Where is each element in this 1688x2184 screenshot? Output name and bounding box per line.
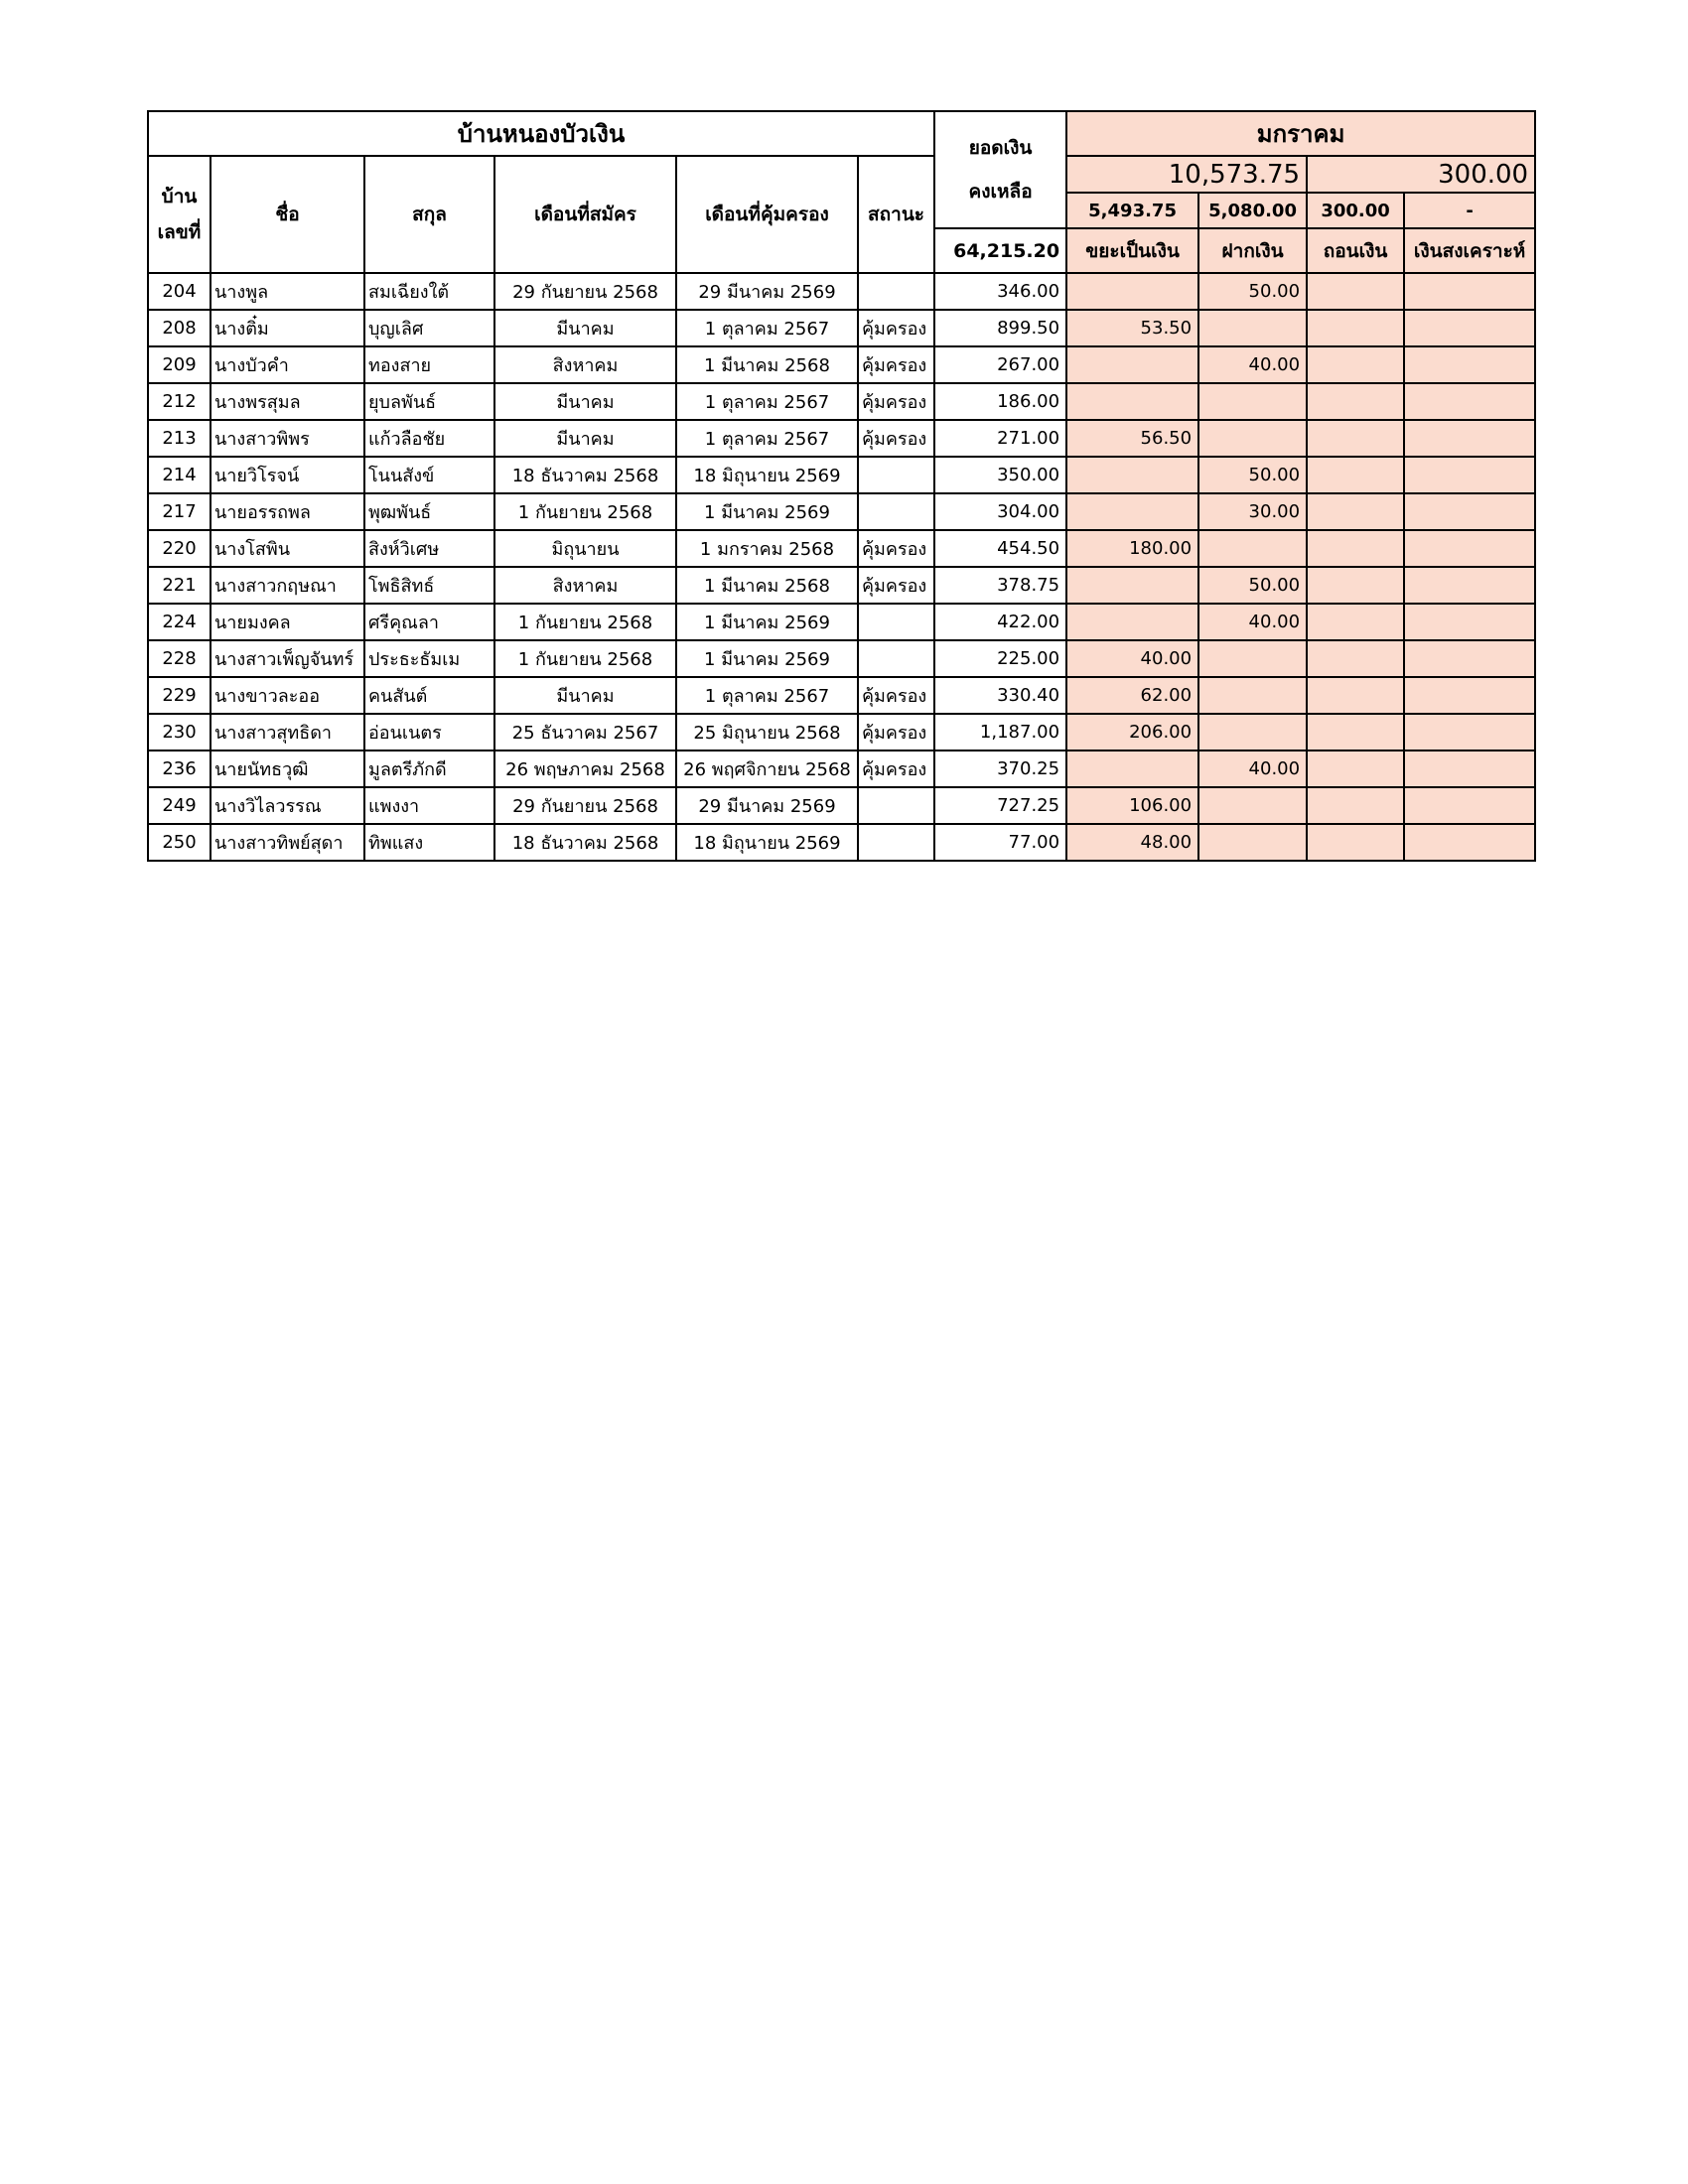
member-name: นางขาวละออ [211, 677, 364, 714]
welfare-amount [1404, 567, 1535, 604]
member-surname: อ่อนเนตร [364, 714, 494, 751]
welfare-amount [1404, 751, 1535, 787]
member-name: นางสาวเพ็ญจันทร์ [211, 640, 364, 677]
table-row [148, 824, 1535, 861]
house-number: 214 [148, 457, 211, 493]
member-status: คุ้มครอง [858, 751, 934, 787]
welfare-amount [1404, 457, 1535, 493]
protect-month: 1 มกราคม 2568 [676, 530, 858, 567]
deposit-amount [1198, 640, 1307, 677]
table-row [148, 310, 1535, 346]
withdraw-amount [1307, 457, 1404, 493]
welfare-amount [1404, 787, 1535, 824]
member-name: นายอรรถพล [211, 493, 364, 530]
table-row [148, 273, 1535, 310]
house-number: 236 [148, 751, 211, 787]
balance-amount: 454.50 [934, 530, 1066, 567]
balance-amount: 225.00 [934, 640, 1066, 677]
welfare-amount [1404, 714, 1535, 751]
member-surname: พุฒพันธ์ [364, 493, 494, 530]
table-row [148, 420, 1535, 457]
member-surname: แพงงา [364, 787, 494, 824]
withdraw-amount [1307, 346, 1404, 383]
withdraw-amount [1307, 273, 1404, 310]
join-month: มิถุนายน [494, 530, 676, 567]
welfare-amount [1404, 677, 1535, 714]
waste-amount [1066, 493, 1198, 530]
withdraw-header: ถอนเงิน [1307, 228, 1404, 273]
member-status: คุ้มครอง [858, 567, 934, 604]
join-month: สิงหาคม [494, 567, 676, 604]
withdraw-amount [1307, 677, 1404, 714]
member-surname: ทิพแสง [364, 824, 494, 861]
protect-month: 1 มีนาคม 2568 [676, 567, 858, 604]
member-name: นางสาวทิพย์สุดา [211, 824, 364, 861]
member-status [858, 457, 934, 493]
withdraw-amount [1307, 310, 1404, 346]
join-month: มีนาคม [494, 310, 676, 346]
member-surname: โนนสังข์ [364, 457, 494, 493]
waste-amount: 56.50 [1066, 420, 1198, 457]
house-number: 209 [148, 346, 211, 383]
table-row [148, 604, 1535, 640]
house-number: 228 [148, 640, 211, 677]
waste-amount [1066, 604, 1198, 640]
balance-amount: 370.25 [934, 751, 1066, 787]
table-row [148, 751, 1535, 787]
member-name: นางวิไลวรรณ [211, 787, 364, 824]
welfare-amount [1404, 420, 1535, 457]
protect-month: 1 ตุลาคม 2567 [676, 677, 858, 714]
withdraw-amount [1307, 420, 1404, 457]
waste-amount [1066, 383, 1198, 420]
month-total-b: 300.00 [1307, 156, 1535, 193]
table-row [148, 530, 1535, 567]
deposit-total: 5,080.00 [1198, 193, 1307, 228]
deposit-amount [1198, 714, 1307, 751]
waste-amount [1066, 567, 1198, 604]
deposit-amount: 30.00 [1198, 493, 1307, 530]
withdraw-amount [1307, 530, 1404, 567]
join-month: 25 ธันวาคม 2567 [494, 714, 676, 751]
member-surname: บุญเลิศ [364, 310, 494, 346]
protect-month: 1 มีนาคม 2568 [676, 346, 858, 383]
balance-amount: 1,187.00 [934, 714, 1066, 751]
house-number: 204 [148, 273, 211, 310]
join-month: 18 ธันวาคม 2568 [494, 824, 676, 861]
balance-amount: 899.50 [934, 310, 1066, 346]
welfare-amount [1404, 273, 1535, 310]
house-number: 213 [148, 420, 211, 457]
deposit-amount [1198, 787, 1307, 824]
deposit-amount: 40.00 [1198, 346, 1307, 383]
table-row [148, 787, 1535, 824]
waste-amount [1066, 273, 1198, 310]
withdraw-amount [1307, 714, 1404, 751]
protect-month: 18 มิถุนายน 2569 [676, 457, 858, 493]
waste-total: 5,493.75 [1066, 193, 1198, 228]
join-month: 18 ธันวาคม 2568 [494, 457, 676, 493]
surname-header: สกุล [364, 156, 494, 273]
waste-amount: 62.00 [1066, 677, 1198, 714]
member-name: นางพรสุมล [211, 383, 364, 420]
member-name: นางโสพิน [211, 530, 364, 567]
join-month: 1 กันยายน 2568 [494, 493, 676, 530]
welfare-amount [1404, 640, 1535, 677]
join-month-header: เดือนที่สมัคร [494, 156, 676, 273]
join-month: มีนาคม [494, 383, 676, 420]
protect-month-header: เดือนที่คุ้มครอง [676, 156, 858, 273]
waste-amount: 48.00 [1066, 824, 1198, 861]
waste-amount [1066, 346, 1198, 383]
table-row [148, 714, 1535, 751]
member-status: คุ้มครอง [858, 310, 934, 346]
balance-amount: 350.00 [934, 457, 1066, 493]
month-title: มกราคม [1066, 111, 1535, 156]
protect-month: 1 ตุลาคม 2567 [676, 383, 858, 420]
deposit-amount [1198, 420, 1307, 457]
balance-amount: 267.00 [934, 346, 1066, 383]
member-surname: คนสันต์ [364, 677, 494, 714]
join-month: 1 กันยายน 2568 [494, 604, 676, 640]
protect-month: 25 มิถุนายน 2568 [676, 714, 858, 751]
house-number-header [148, 156, 211, 273]
table-row [148, 677, 1535, 714]
balance-amount: 346.00 [934, 273, 1066, 310]
member-status: คุ้มครอง [858, 530, 934, 567]
welfare-amount [1404, 310, 1535, 346]
member-status [858, 493, 934, 530]
house-number: 230 [148, 714, 211, 751]
waste-amount: 180.00 [1066, 530, 1198, 567]
table-row [148, 567, 1535, 604]
balance-label-line1: ยอดเงิน [968, 137, 1033, 159]
waste-amount: 53.50 [1066, 310, 1198, 346]
table-row [148, 493, 1535, 530]
deposit-header: ฝากเงิน [1198, 228, 1307, 273]
withdraw-amount [1307, 751, 1404, 787]
member-surname: มูลตรีภักดี [364, 751, 494, 787]
member-status: คุ้มครอง [858, 420, 934, 457]
table-row [148, 457, 1535, 493]
member-surname: แก้วลือชัย [364, 420, 494, 457]
house-number: 217 [148, 493, 211, 530]
member-surname: ประธะธัมเม [364, 640, 494, 677]
join-month: สิงหาคม [494, 346, 676, 383]
withdraw-amount [1307, 604, 1404, 640]
join-month: มีนาคม [494, 677, 676, 714]
status-header: สถานะ [858, 156, 934, 273]
withdraw-total: 300.00 [1307, 193, 1404, 228]
welfare-amount [1404, 346, 1535, 383]
protect-month: 1 ตุลาคม 2567 [676, 420, 858, 457]
member-status [858, 604, 934, 640]
protect-month: 1 มีนาคม 2569 [676, 640, 858, 677]
member-status [858, 787, 934, 824]
protect-month: 29 มีนาคม 2569 [676, 787, 858, 824]
welfare-header: เงินสงเคราะห์ [1404, 228, 1535, 273]
member-name: นายวิโรจน์ [211, 457, 364, 493]
member-status [858, 640, 934, 677]
withdraw-amount [1307, 493, 1404, 530]
member-surname: สมเฉียงใต้ [364, 273, 494, 310]
welfare-amount [1404, 530, 1535, 567]
name-header: ชื่อ [211, 156, 364, 273]
waste-amount: 106.00 [1066, 787, 1198, 824]
waste-amount: 206.00 [1066, 714, 1198, 751]
member-name: นางพูล [211, 273, 364, 310]
protect-month: 1 ตุลาคม 2567 [676, 310, 858, 346]
house-number: 208 [148, 310, 211, 346]
balance-total: 64,215.20 [934, 228, 1066, 273]
welfare-amount [1404, 493, 1535, 530]
waste-amount [1066, 751, 1198, 787]
member-status: คุ้มครอง [858, 346, 934, 383]
balance-amount: 186.00 [934, 383, 1066, 420]
protect-month: 29 มีนาคม 2569 [676, 273, 858, 310]
member-surname: ศรีคุณลา [364, 604, 494, 640]
protect-month: 1 มีนาคม 2569 [676, 493, 858, 530]
member-status [858, 273, 934, 310]
welfare-amount [1404, 824, 1535, 861]
member-name: นางติ๋ม [211, 310, 364, 346]
member-rows [148, 273, 1535, 861]
join-month: 26 พฤษภาคม 2568 [494, 751, 676, 787]
member-name: นายมงคล [211, 604, 364, 640]
member-surname: ยุบลพันธ์ [364, 383, 494, 420]
waste-amount: 40.00 [1066, 640, 1198, 677]
house-number: 212 [148, 383, 211, 420]
join-month: 29 กันยายน 2568 [494, 787, 676, 824]
month-total-a: 10,573.75 [1066, 156, 1307, 193]
table-row [148, 383, 1535, 420]
deposit-amount [1198, 824, 1307, 861]
village-title: บ้านหนองบัวเงิน [148, 111, 934, 156]
member-name: นางสาวสุทธิดา [211, 714, 364, 751]
savings-ledger-table [147, 110, 1536, 862]
member-status: คุ้มครอง [858, 383, 934, 420]
welfare-total: - [1404, 193, 1535, 228]
balance-amount: 330.40 [934, 677, 1066, 714]
balance-amount: 727.25 [934, 787, 1066, 824]
house-number: 229 [148, 677, 211, 714]
join-month: 29 กันยายน 2568 [494, 273, 676, 310]
balance-amount: 378.75 [934, 567, 1066, 604]
waste-amount [1066, 457, 1198, 493]
deposit-amount: 50.00 [1198, 273, 1307, 310]
protect-month: 1 มีนาคม 2569 [676, 604, 858, 640]
balance-amount: 422.00 [934, 604, 1066, 640]
member-surname: โพธิสิทธ์ [364, 567, 494, 604]
deposit-amount [1198, 530, 1307, 567]
house-number: 224 [148, 604, 211, 640]
deposit-amount: 40.00 [1198, 751, 1307, 787]
member-status: คุ้มครอง [858, 714, 934, 751]
balance-amount: 304.00 [934, 493, 1066, 530]
member-name: นายนัทธวุฒิ [211, 751, 364, 787]
withdraw-amount [1307, 383, 1404, 420]
welfare-amount [1404, 383, 1535, 420]
member-name: นางสาวพิพร [211, 420, 364, 457]
house-number: 220 [148, 530, 211, 567]
withdraw-amount [1307, 824, 1404, 861]
join-month: มีนาคม [494, 420, 676, 457]
deposit-amount: 50.00 [1198, 567, 1307, 604]
member-surname: ทองสาย [364, 346, 494, 383]
deposit-amount [1198, 310, 1307, 346]
protect-month: 26 พฤศจิกายน 2568 [676, 751, 858, 787]
house-header-line2: เลขที่ [157, 221, 202, 243]
deposit-amount [1198, 677, 1307, 714]
house-number: 250 [148, 824, 211, 861]
balance-label [934, 111, 1066, 228]
house-number: 249 [148, 787, 211, 824]
house-header-line1: บ้าน [161, 186, 198, 207]
member-surname: สิงห์วิเศษ [364, 530, 494, 567]
member-name: นางบัวคำ [211, 346, 364, 383]
table-row [148, 640, 1535, 677]
join-month: 1 กันยายน 2568 [494, 640, 676, 677]
waste-header: ขยะเป็นเงิน [1066, 228, 1198, 273]
table-header [148, 111, 1535, 273]
table-row [148, 346, 1535, 383]
deposit-amount: 40.00 [1198, 604, 1307, 640]
deposit-amount [1198, 383, 1307, 420]
house-number: 221 [148, 567, 211, 604]
withdraw-amount [1307, 567, 1404, 604]
withdraw-amount [1307, 640, 1404, 677]
balance-label-line2: คงเหลือ [968, 181, 1033, 203]
protect-month: 18 มิถุนายน 2569 [676, 824, 858, 861]
balance-amount: 271.00 [934, 420, 1066, 457]
member-name: นางสาวกฤษณา [211, 567, 364, 604]
balance-amount: 77.00 [934, 824, 1066, 861]
withdraw-amount [1307, 787, 1404, 824]
deposit-amount: 50.00 [1198, 457, 1307, 493]
member-status [858, 824, 934, 861]
welfare-amount [1404, 604, 1535, 640]
member-status: คุ้มครอง [858, 677, 934, 714]
